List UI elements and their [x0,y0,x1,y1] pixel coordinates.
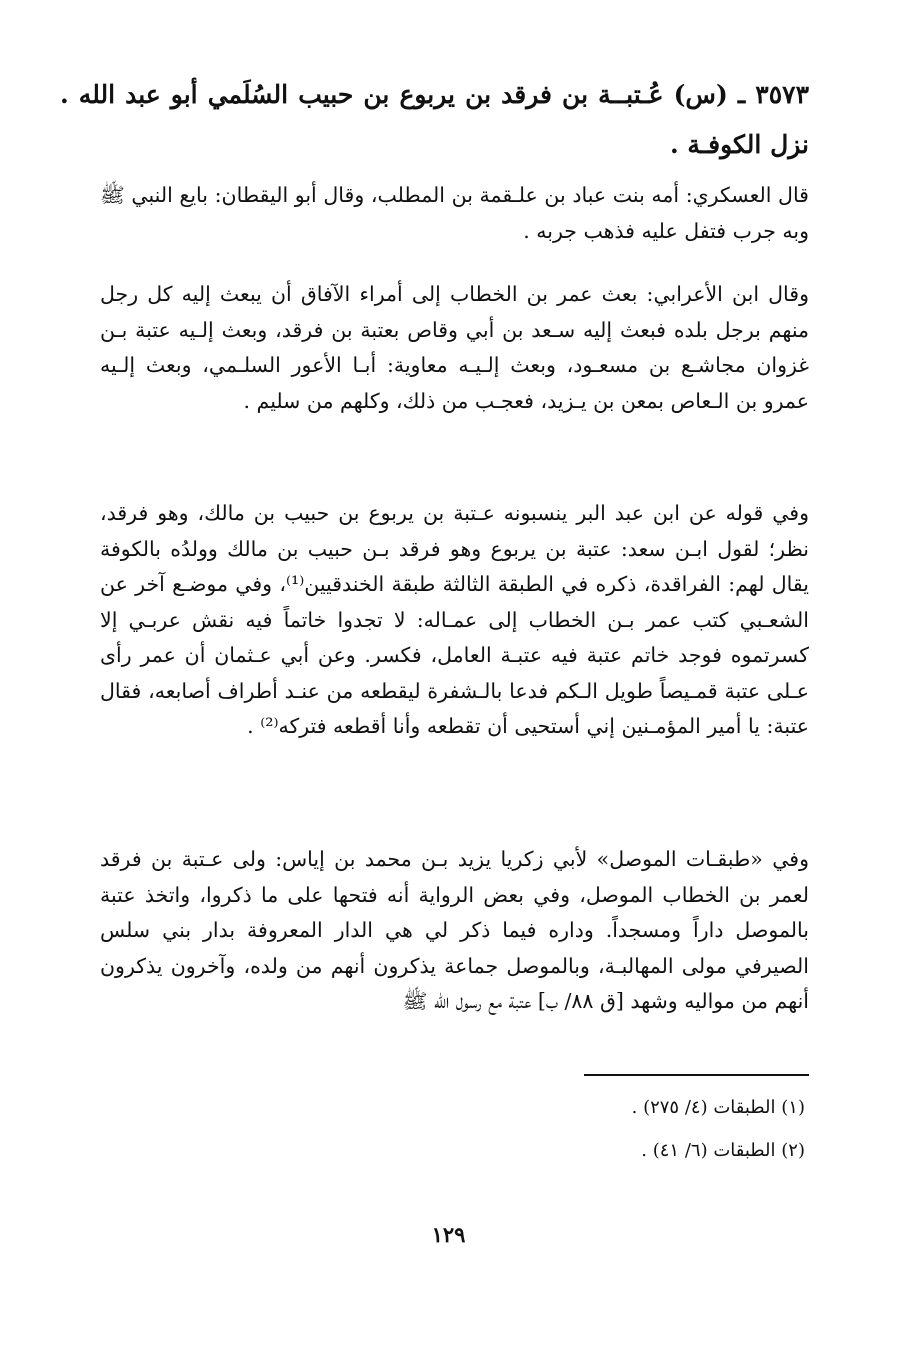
footnote-divider [584,1074,809,1076]
footnote-2: (٢) الطبقات (٦/ ٤١) . [641,1140,805,1161]
paragraph-ibn-alarabi: وقال ابن الأعرابي: بعث عمر بن الخطاب إلى أمراء الآفاق أن يبعث إليه كل رجل منهم برجل بلده فبعث إليه سـعد بن أبي وقاص بعتبة بن فرقد، وبعث إلـيه عتبة بـن غزوان مجاشـع بن مسعـود، وبعث إلـيـه معاوية: أبـا الأعور السلـمي، وبعث إلـيه عمرو بن الـعاص بمعن بن يـزيد، فعجـب من ذلك، وكلهم من سليم . [100,282,809,413]
footnote-1: (١) الطبقات (٤/ ٢٧٥) . [631,1097,805,1118]
page-number: ١٢٩ [431,1222,466,1247]
paragraph-ibn-abd-albarr: وفي قوله عن ابن عبد البر ينسبونه عـتبة بن يربوع بن حبيب بن مالك، وهو فرقد، نظر؛ لقول ابـن سعد: عتبة بن يربوع وهو فرقد بـن حبيب بن مالك وولدُه بالكوفة يقال لهم: الفراقدة، ذكره في الطبقة الثالثة طبقة الخندقيين⁽¹⁾، وفي موضـع آخر عن الشعـبي كتب عمر بـن الخطاب إلى عمـاله: لا تجدوا خاتماً فيه نقش عربـي إلا كسرتموه فوجد خاتم عتبة فيه عتبـة العامل، فكسر. وعن أبي عـثمان أن عمر رأى عـلى عتبة قمـيصاً طويل الـكم فدعا بالـشفرة ليقطعه من عنـد أطراف أصابعه، فقال عتبة: يا أمير المؤمـنين إني أستحيى أن تقطعه وأنا أقطعه فتركه⁽²⁾ . [100,501,809,738]
paragraph-askari: قال العسكري: أمه بنت عباد بن علـقمة بن المطلب، وقال أبو اليقطان: بايع النبي ﷺ وبه جرب فتفل عليه فذهب جربه . [100,183,809,243]
paragraph-tabaqat-almawsil: وفي «طبقـات الموصل» لأبي زكريا يزيد بـن محمد بن إياس: ولى عـتبة بن فرقد لعمر بن الخطاب الموصل، وفي بعض الرواية أنه فتحها على ما ذكروا، واتخذ عتبة بالموصل داراً ومسجداً. وداره فيما ذكر لي هي الدار المعروفة بدار بني سلس الصيرفي مولى المهالبـة، وبالموصل جماعة يذكرون أنهم من ولده، وآخرون يذكرون أنهم من مواليه وشهد [ق ٨٨/ ب] عتبة مع رسول الله ﷺ [100,847,809,1013]
entry-heading: ٣٥٧٣ ـ (س) عُـتبــة بن فرقد بن يربوع بن حبيب السُلَمي أبو عبد الله . نزل الكوفـة . [60,80,809,159]
